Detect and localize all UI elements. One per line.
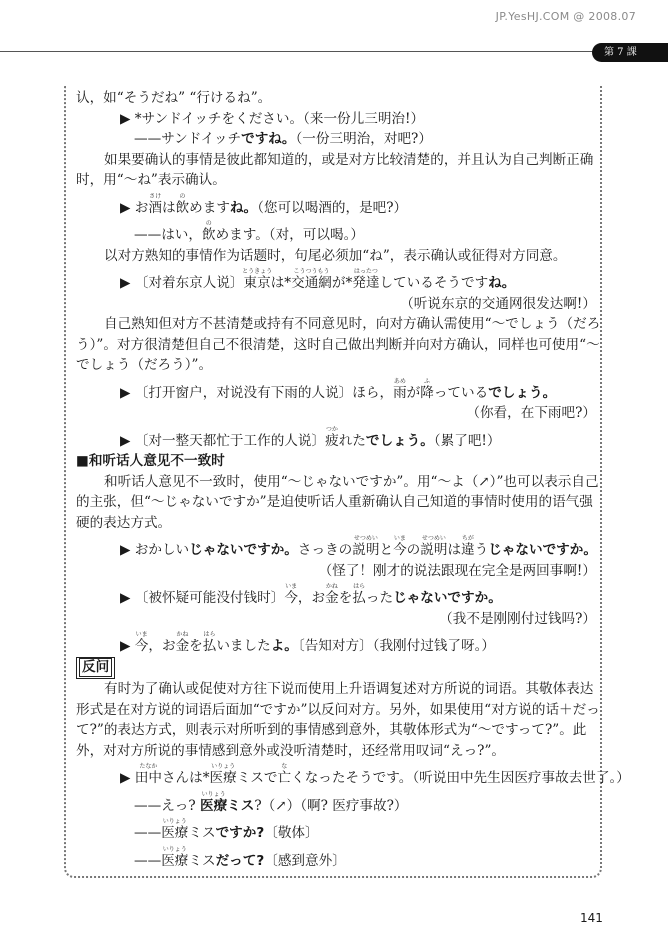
example-line [76,191,600,219]
text-segment: ?（↗）（啊? 医疗事故?） [254,797,408,814]
text-segment: 外，对对方所说的事情感到意外或没听清楚时，还经常用叹词“えっ?”。 [76,742,505,759]
example-line [76,266,600,294]
chapter-tab: 第 7 課 [592,43,668,62]
page-body [76,88,630,871]
text-segment: ——サンドイッチ [134,131,242,147]
ruby-base: 飲 [201,227,216,243]
text-segment: （我不是刚刚付过钱吗?） [439,610,596,627]
text-segment: ——えっ? [134,797,200,814]
ruby-word [325,425,339,449]
example-line [76,844,600,872]
ruby-word [209,763,237,786]
text-segment: ——はい， [134,227,202,243]
text-segment: 认，如“そうだね” “行けるね”。 [76,90,272,106]
text-segment: 时，用“～ね”表示确认。 [76,172,226,188]
furigana: いま [393,535,406,542]
ruby-base: 田中 [134,770,162,786]
furigana: いりょう [211,763,236,770]
emphasis-text: ですか? [215,825,265,841]
ruby-base: 金 [175,638,190,654]
text-segment: （累了吧!） [433,432,501,449]
text-line [76,700,600,721]
ruby-word [420,535,448,558]
text-segment: （你看，在下雨吧?） [466,405,596,421]
ruby-word [352,535,380,558]
ruby-base: 酒 [148,199,162,216]
text-line [76,355,600,376]
text-segment: （听说东京的交通网很发达啊!） [400,295,596,312]
text-segment: ▶ 〔被怀疑可能没付钱时〕 [120,590,285,606]
text-segment: —— [134,825,162,841]
ruby-word [161,818,189,841]
example-line [76,789,600,817]
furigana: いま [285,583,298,590]
text-segment: さっきの [297,542,353,558]
ruby-word [393,535,407,558]
text-segment: めます。（对，可以喝。） [215,227,364,243]
text-segment: 如果要确认的事情是彼此都知道的，或是对方比较清楚的，并且认为自己判断正确 [104,151,594,168]
furigana: いま [135,631,148,638]
text-segment: ▶ おかしい [120,542,190,558]
text-segment: 自己熟知但对方不甚清楚或持有不同意见时，向对方确认需使用“～でしょう（だろ [104,316,601,332]
ruby-word [291,268,332,291]
example-line [76,218,600,246]
ruby-word [325,583,339,606]
text-segment: （怪了！刚才的说法跟现在完全是两回事啊!） [318,562,596,579]
text-segment: でしょう（だろう）”。 [76,357,213,373]
header-rule [0,51,600,52]
text-segment: った [365,590,394,606]
example-line [76,629,600,657]
ruby-word [175,192,190,216]
furigana: いりょう [201,790,226,798]
furigana: あめ [393,377,406,385]
text-segment: っている [433,384,489,401]
ruby-word [242,268,273,291]
text-line [76,492,600,513]
text-segment: 〔敬体〕 [264,825,319,841]
section-heading [76,451,600,472]
furigana: せつめい [421,535,446,542]
furigana: はら [353,583,366,590]
text-segment: が* [331,275,353,291]
ruby-base: 今 [284,590,298,606]
example-line [76,816,600,844]
ruby-base: 今 [393,542,407,558]
ruby-base: 亡 [277,770,292,786]
text-segment: が [406,384,421,401]
text-line [76,720,600,741]
text-segment: を [189,638,203,654]
text-line [76,657,115,680]
furigana: とうきょう [242,268,273,275]
emphasis-text: よ。 [270,638,298,654]
ruby-base: 払 [202,638,217,654]
text-segment: れた [338,432,366,449]
emphasis-text: ね。 [488,275,516,291]
ruby-base: 医療 [161,825,189,841]
example-line [76,129,600,150]
emphasis-text: じゃないですか。 [393,590,502,606]
emphasis-text: でしょう。 [488,384,557,401]
text-line [76,513,600,534]
text-segment: 的主张，但“～じゃないですか”是迫使听话人重新确认自己知道的事情时使用的语气强 [76,494,593,510]
text-segment: （一份三明治，对吧?） [295,131,432,147]
ruby-base: 医療 [209,770,237,786]
ruby-word [277,763,292,786]
text-segment: ▶ *サンドイッチをください。（来一份儿三明治!） [120,110,425,127]
text-segment: 以对方熟知的事情作为话题时，句尾必须加“ね”，表示确认或征得对方同意。 [104,247,567,264]
text-line [76,88,600,109]
furigana: いりょう [162,845,187,853]
example-line [76,109,600,130]
text-segment: ，お [148,638,176,654]
ruby-base: 降 [420,384,434,401]
text-segment: は [447,542,462,558]
text-segment: ▶ [120,638,135,654]
text-segment: ▶ 〔对一整天都忙于工作的人说〕 [120,432,326,449]
ruby-base: 金 [325,590,339,606]
text-line [76,150,600,171]
ruby-word [202,631,217,654]
example-line [76,581,600,609]
emphasis-text: じゃないですか。 [488,542,597,558]
text-segment: （您可以喝酒的，是吧?） [257,199,408,216]
emphasis-text: ですね。 [241,131,296,147]
ruby-word [199,790,228,814]
text-line [76,679,600,700]
text-segment: は [161,199,176,216]
ruby-base: 東京 [243,275,271,291]
text-segment: ，お [297,590,326,606]
example-line [76,761,630,789]
emphasis-text: ね。 [229,199,258,216]
text-segment: 反问 [82,658,110,675]
text-line [76,246,600,267]
ruby-word [134,763,162,786]
emphasis-text: だって? [215,852,265,869]
text-segment: さんは* [161,770,210,786]
text-line [76,170,600,191]
text-segment: ▶ 〔对着东京人说〕 [120,275,244,291]
translation-line [76,294,600,315]
text-segment: くなったそうです。（听说田中先生因医疗事故去世了。） [291,770,630,786]
text-segment: —— [134,852,162,869]
ruby-word [461,535,475,558]
page-number: 141 [580,911,603,925]
text-segment: を [338,590,353,606]
text-segment: 硬的表达方式。 [76,514,172,531]
text-segment: 有时为了确认或促使对方往下说而使用上升语调复述对方所说的词语。其敬体表达 [104,681,594,697]
furigana: いりょう [162,818,187,825]
furigana: はら [203,631,216,638]
furigana: たなか [139,763,158,770]
furigana: ちが [461,535,474,542]
text-segment: ミス [188,825,216,841]
example-line [76,533,600,561]
example-line [76,424,600,452]
translation-line [76,609,600,630]
ruby-base: 医療 [161,852,189,869]
text-segment: ミスで [236,770,278,786]
text-segment: ■和听话人意见不一致时 [76,453,225,469]
furigana: な [281,763,288,770]
text-segment: めます [189,199,230,216]
text-line [76,741,600,762]
ruby-word [134,631,149,654]
text-segment: ミス [188,852,216,869]
text-line [76,335,600,356]
watermark: JP.YesHJ.COM @ 2008.07 [495,10,636,23]
ruby-word [161,845,189,869]
ruby-base: 医療 [199,797,228,814]
ruby-base: 今 [134,638,149,654]
furigana: の [179,192,186,200]
emphasis-text: ミス [227,797,255,814]
ruby-word [352,268,380,291]
ruby-base: 交通網 [291,275,332,291]
ruby-word [201,220,216,243]
ruby-word [393,377,407,401]
furigana: かね [325,583,338,590]
text-segment: しているそうです [379,275,489,291]
text-segment: 形式是在对方说的词语后面加“ですか”以反问对方。另外，如果使用“对方说的话＋だっ [76,701,600,718]
text-segment: は* [270,275,292,291]
ruby-base: 疲 [325,432,339,449]
translation-line [76,561,600,582]
ruby-word [352,583,366,606]
ruby-word [420,377,434,401]
example-line [76,376,600,404]
furigana: つか [325,425,338,433]
furigana: はったつ [353,268,378,275]
text-segment: 〔告知对方〕（我刚付过钱了呀。） [297,638,496,654]
ruby-base: 雨 [393,384,407,401]
ruby-base: 違 [461,542,475,558]
furigana: ふ [424,377,431,385]
furigana: さけ [149,192,162,200]
text-segment: う）”。对方很清楚但自己不很清楚，这时自己做出判断并向对方确认，同样也可使用“～ [76,336,600,353]
text-line [76,472,600,493]
translation-line [76,403,600,424]
ruby-word [175,631,190,654]
text-segment: ▶ [120,770,135,786]
furigana: の [205,220,212,227]
emphasis-text: でしょう。 [365,432,434,449]
text-segment: 和听话人意见不一致时，使用“～じゃないですか”。用“～よ（↗）”也可以表示自己 [104,473,599,490]
emphasis-text: じゃないですか。 [189,542,298,558]
ruby-base: 発達 [352,275,380,291]
furigana: せつめい [353,535,378,542]
ruby-base: 説明 [420,542,448,558]
text-segment: う [474,542,489,558]
text-segment: ▶ 〔打开窗户，对说没有下雨的人说〕ほら， [120,384,394,401]
text-segment: て?”的表达方式，则表示对所听到的事情感到意外，其敬体形式为“～ですって?”。此 [76,722,587,738]
text-segment: 〔感到意外〕 [264,852,346,869]
furigana: かね [176,631,189,638]
ruby-base: 払 [352,590,366,606]
ruby-word [284,583,298,606]
text-segment: と [379,542,394,558]
text-segment: の [406,542,421,558]
ruby-base: 飲 [175,199,190,216]
text-segment: ▶ お [120,199,149,216]
furigana: こうつうもう [293,268,330,275]
ruby-word [148,192,162,216]
text-segment: いました [216,638,271,654]
boxed-heading [79,658,112,677]
ruby-base: 説明 [352,542,380,558]
text-line [76,314,600,335]
